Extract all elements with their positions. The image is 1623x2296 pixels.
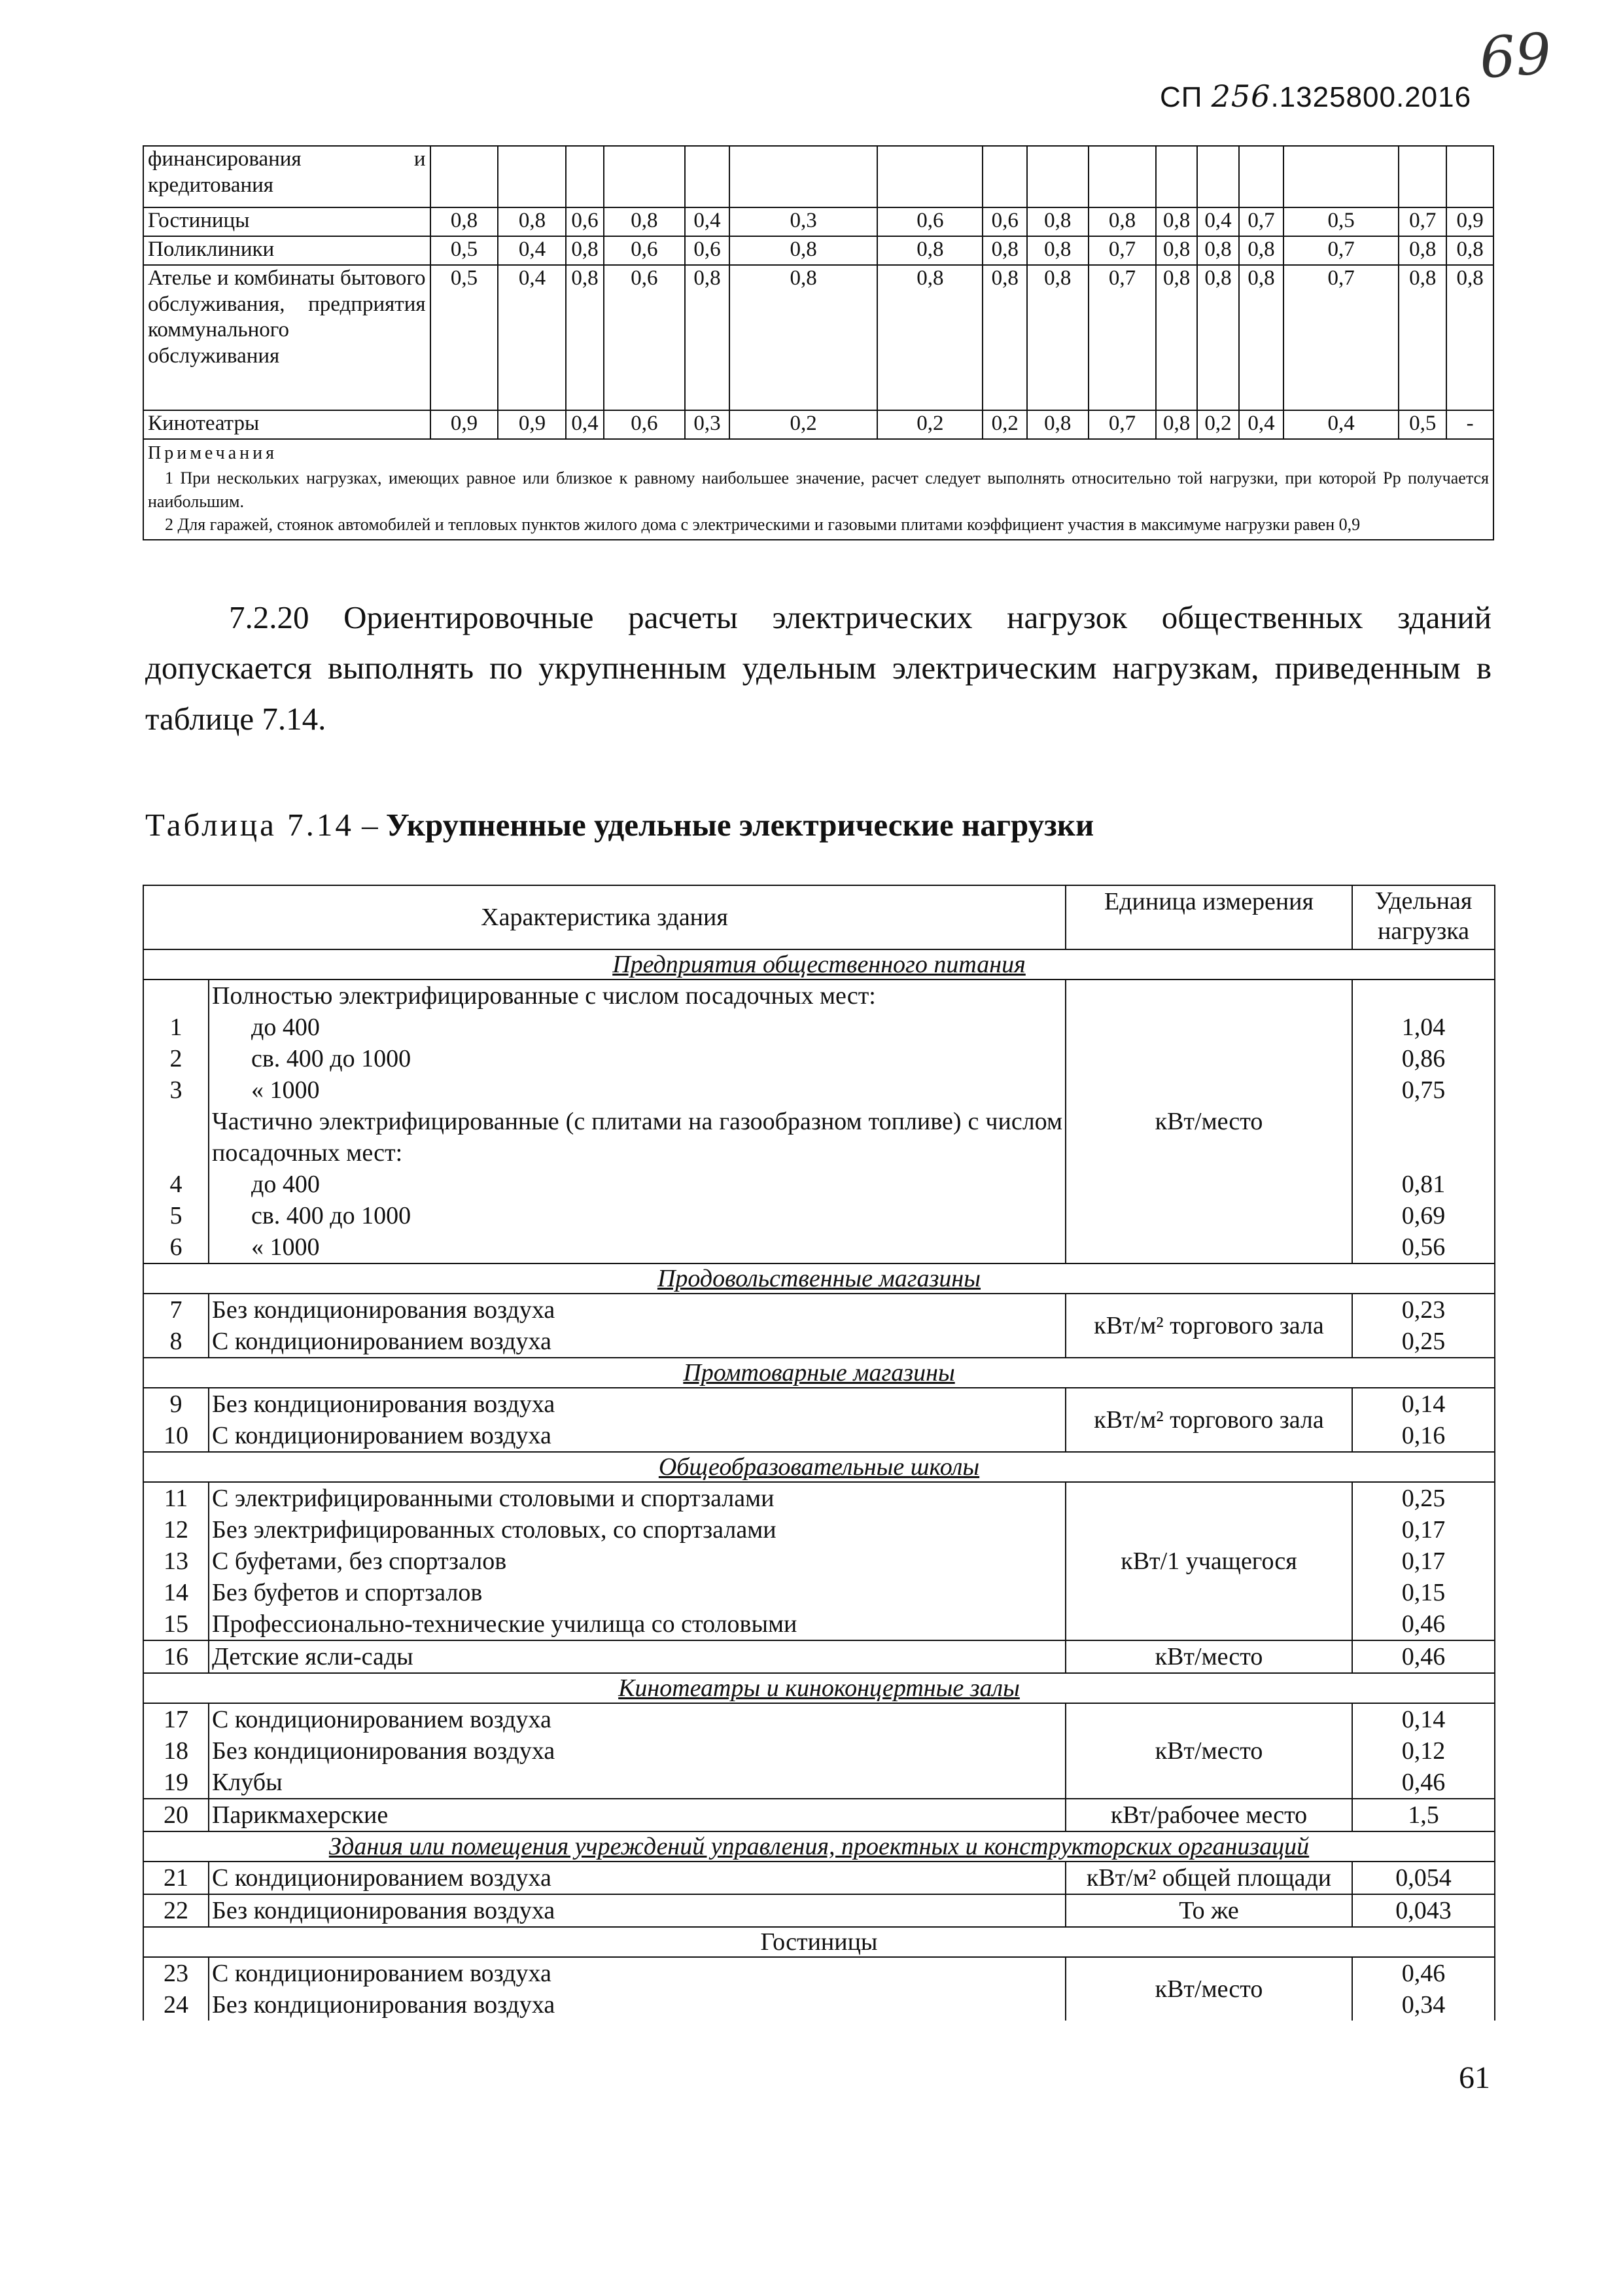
coefficient-cell: 0,5 [430, 265, 498, 410]
load-value: 0,12 [1401, 1737, 1446, 1765]
table-row [143, 1799, 1495, 1831]
coefficient-cell: 0,6 [877, 207, 983, 236]
table-caption-dash: – [353, 807, 386, 843]
load-value: 0,56 [1401, 1233, 1446, 1261]
coefficient-cell: 0,2 [877, 410, 983, 439]
coefficient-cell [877, 146, 983, 207]
coefficient-cell: 0,8 [1027, 265, 1089, 410]
coefficient-cell: 0,4 [498, 265, 566, 410]
load-value: 0,17 [1401, 1547, 1446, 1575]
row-label: « 1000 [251, 1076, 320, 1104]
coefficient-cell: 0,8 [566, 265, 603, 410]
coefficient-cell: 0,7 [1399, 207, 1446, 236]
coefficient-cell: 0,9 [498, 410, 566, 439]
row-label: С кондиционированием воздуха [212, 1328, 551, 1355]
load-value: 0,23 [1401, 1296, 1446, 1324]
value-cell [1352, 1703, 1495, 1799]
row-numbers [143, 980, 209, 1263]
section-row [143, 1673, 1495, 1703]
row-label: С электрифицированными столовыми и спортзалами [212, 1485, 775, 1512]
coefficient-cell: 0,8 [983, 265, 1027, 410]
coefficient-cell: 0,8 [1027, 410, 1089, 439]
load-value: 0,25 [1401, 1328, 1446, 1355]
building-type-cell: Ателье и комбинаты бытового обслуживания, предприятия коммунального обслуживания [143, 265, 430, 410]
section-row [143, 1263, 1495, 1294]
section-row [143, 1452, 1495, 1482]
coefficient-cell: 0,3 [685, 410, 729, 439]
group-label: Частично электрифицированные (с плитами на газообразном топливе) с числом посадочных мест: [212, 1108, 1062, 1167]
load-value: 0,15 [1401, 1579, 1446, 1606]
row-number: 24 [164, 1991, 188, 2019]
coefficient-cell: 0,8 [430, 207, 498, 236]
unit-cell: кВт/1 учащегося [1066, 1482, 1352, 1640]
row-number: 2 [169, 1045, 183, 1072]
coefficient-cell: 0,8 [1239, 236, 1283, 265]
table-row [143, 1388, 1495, 1452]
row-label: до 400 [251, 1014, 320, 1041]
coefficient-cell [430, 146, 498, 207]
row-label: С кондиционированием воздуха [212, 1706, 551, 1733]
section-offices: Здания или помещения учреждений управления, проектных и конструкторских организаций [143, 1831, 1495, 1862]
unit-cell: кВт/рабочее место [1066, 1799, 1352, 1831]
header-row [143, 885, 1495, 949]
load-value: 0,14 [1401, 1390, 1446, 1418]
value-cell [1352, 1957, 1495, 2021]
row-label: С кондиционированием воздуха [212, 1960, 551, 1987]
row-number: 5 [169, 1202, 183, 1229]
coefficient-cell: 0,8 [1446, 265, 1493, 410]
table-row [143, 980, 1495, 1263]
row-labels [209, 1294, 1066, 1358]
load-value: 0,17 [1401, 1516, 1446, 1544]
load-value: 1,5 [1352, 1799, 1495, 1831]
coefficient-cell: 0,5 [430, 236, 498, 265]
notes-title: Примечания [148, 443, 278, 463]
coefficient-cell: 0,7 [1089, 410, 1157, 439]
row-number: 18 [164, 1737, 188, 1765]
coefficient-cell: 0,7 [1089, 265, 1157, 410]
table-row [143, 1703, 1495, 1799]
row-numbers [143, 1957, 209, 2021]
header-unit: Единица измерения [1066, 885, 1352, 949]
row-number: 19 [164, 1769, 188, 1796]
load-value: 0,34 [1401, 1991, 1446, 2019]
coefficient-cell: 0,8 [1239, 265, 1283, 410]
document-code-prefix: СП [1160, 81, 1212, 113]
unit-cell: кВт/м² торгового зала [1066, 1294, 1352, 1358]
row-number: 16 [143, 1640, 209, 1673]
participation-coefficient-table [143, 145, 1494, 540]
building-type-cell: финансирования и кредитования [143, 146, 430, 207]
row-label: Без кондиционирования воздуха [212, 1390, 555, 1418]
row-number: 4 [169, 1171, 183, 1198]
section-cinemas: Кинотеатры и киноконцертные залы [143, 1673, 1495, 1703]
coefficient-cell: 0,6 [604, 265, 686, 410]
coefficient-cell [1283, 146, 1399, 207]
coefficient-cell: 0,8 [604, 207, 686, 236]
row-number: 17 [164, 1706, 188, 1733]
coefficient-cell: 0,6 [983, 207, 1027, 236]
row-number: 7 [169, 1296, 183, 1324]
section-row [143, 949, 1495, 980]
coefficient-cell: 0,8 [566, 236, 603, 265]
row-label: Без кондиционирования воздуха [212, 1737, 555, 1765]
load-value: 1,04 [1401, 1014, 1446, 1041]
coefficient-cell: 0,4 [1239, 410, 1283, 439]
coefficient-cell: 0,8 [1027, 207, 1089, 236]
section-row [143, 1831, 1495, 1862]
coefficient-cell: 0,5 [1399, 410, 1446, 439]
coefficient-cell [685, 146, 729, 207]
value-cell [1352, 1388, 1495, 1452]
unit-cell: кВт/место [1066, 1957, 1352, 2021]
row-number: 13 [164, 1547, 188, 1575]
row-label: Детские ясли-сады [209, 1640, 1066, 1673]
coefficient-cell [566, 146, 603, 207]
coefficient-cell: 0,8 [983, 236, 1027, 265]
coefficient-cell: 0,8 [877, 236, 983, 265]
row-labels [209, 1703, 1066, 1799]
unit-cell: кВт/место [1066, 1703, 1352, 1799]
handwritten-page-number: 69 [1477, 21, 1554, 92]
note-1: 1 При нескольких нагрузках, имеющих равное или близкое к равному наибольшее значение, расчет следует выполнять относительно той нагрузки, при которой Pр получается наибольшим. [148, 468, 1489, 511]
coefficient-cell [1399, 146, 1446, 207]
document-code-handwritten: 256 [1211, 79, 1271, 114]
table-row [143, 146, 1493, 207]
coefficient-cell: 0,5 [1283, 207, 1399, 236]
load-value: 0,25 [1401, 1485, 1446, 1512]
coefficient-cell: 0,2 [1197, 410, 1239, 439]
building-type-cell: Гостиницы [143, 207, 430, 236]
load-value: 0,16 [1401, 1422, 1446, 1449]
row-labels [209, 1957, 1066, 2021]
unit-cell: То же [1066, 1894, 1352, 1927]
row-numbers [143, 1388, 209, 1452]
coefficient-cell: 0,4 [1283, 410, 1399, 439]
row-label: до 400 [251, 1171, 320, 1198]
notes-cell [143, 439, 1493, 540]
table-row [143, 410, 1493, 439]
table-caption-title: Укрупненные удельные электрические нагрузки [385, 807, 1094, 843]
row-labels [209, 980, 1066, 1263]
note-2: 2 Для гаражей, стоянок автомобилей и тепловых пунктов жилого дома с электрическими и газовыми плитами коэффициент участия в максимуме нагрузки равен 0,9 [165, 515, 1361, 535]
coefficient-cell: 0,7 [1089, 236, 1157, 265]
load-value: 0,46 [1401, 1610, 1446, 1638]
row-number: 11 [164, 1485, 188, 1512]
coefficient-cell: 0,9 [430, 410, 498, 439]
coefficient-cell [1239, 146, 1283, 207]
table-caption-number: Таблица 7.14 [145, 807, 354, 843]
coefficient-cell: 0,6 [685, 236, 729, 265]
table-caption [145, 806, 1094, 843]
row-label: Без кондиционирования воздуха [212, 1991, 555, 2019]
unit-cell: кВт/м² торгового зала [1066, 1388, 1352, 1452]
coefficient-cell [1027, 146, 1089, 207]
row-number: 23 [164, 1960, 188, 1987]
section-hotels: Гостиницы [143, 1927, 1495, 1957]
row-numbers [143, 1703, 209, 1799]
row-label: С буфетами, без спортзалов [212, 1547, 507, 1575]
load-value: 0,46 [1401, 1960, 1446, 1987]
row-label: Профессионально-технические училища со столовыми [212, 1610, 797, 1638]
row-labels [209, 1388, 1066, 1452]
row-label: Клубы [212, 1769, 283, 1796]
coefficient-cell: 0,6 [604, 236, 686, 265]
coefficient-cell: 0,8 [1089, 207, 1157, 236]
section-goods-stores: Промтоварные магазины [143, 1358, 1495, 1388]
row-number: 3 [169, 1076, 183, 1104]
coefficient-cell: 0,8 [1446, 236, 1493, 265]
load-value: 0,054 [1352, 1862, 1495, 1894]
row-number: 8 [169, 1328, 183, 1355]
table-row [143, 1482, 1495, 1640]
coefficient-cell [729, 146, 878, 207]
coefficient-cell [498, 146, 566, 207]
row-label: Без кондиционирования воздуха [209, 1894, 1066, 1927]
coefficient-cell: 0,6 [604, 410, 686, 439]
row-number: 21 [143, 1862, 209, 1894]
coefficient-cell: 0,8 [1399, 236, 1446, 265]
row-labels [209, 1482, 1066, 1640]
coefficient-cell: 0,4 [1197, 207, 1239, 236]
unit-cell: кВт/место [1066, 980, 1352, 1263]
header-load: Удельная нагрузка [1352, 885, 1495, 949]
row-number: 14 [164, 1579, 188, 1606]
coefficient-cell: - [1446, 410, 1493, 439]
table-row [143, 1894, 1495, 1927]
coefficient-cell: 0,8 [1156, 410, 1196, 439]
notes-row [143, 439, 1493, 540]
row-number: 12 [164, 1516, 188, 1544]
coefficient-cell: 0,6 [566, 207, 603, 236]
specific-loads-table [143, 885, 1495, 2021]
table-row [143, 207, 1493, 236]
load-value: 0,043 [1352, 1894, 1495, 1927]
section-catering: Предприятия общественного питания [143, 949, 1495, 980]
table-row [143, 1862, 1495, 1894]
coefficient-cell: 0,8 [1156, 265, 1196, 410]
value-cell [1352, 980, 1495, 1263]
row-label: Без электрифицированных столовых, со спортзалами [212, 1516, 777, 1544]
coefficient-cell: 0,9 [1446, 207, 1493, 236]
coefficient-cell: 0,7 [1239, 207, 1283, 236]
table-row [143, 1294, 1495, 1358]
coefficient-cell: 0,4 [566, 410, 603, 439]
coefficient-cell: 0,2 [729, 410, 878, 439]
load-value: 0,14 [1401, 1706, 1446, 1733]
row-number: 6 [169, 1233, 183, 1261]
section-row [143, 1927, 1495, 1957]
coefficient-cell [1446, 146, 1493, 207]
group-label: Полностью электрифицированные с числом посадочных мест: [212, 982, 876, 1010]
coefficient-cell: 0,8 [1197, 236, 1239, 265]
row-label: Без кондиционирования воздуха [212, 1296, 555, 1324]
coefficient-cell: 0,8 [685, 265, 729, 410]
coefficient-cell [604, 146, 686, 207]
section-paragraph [145, 592, 1492, 744]
coefficient-cell: 0,8 [877, 265, 983, 410]
row-number: 9 [169, 1390, 183, 1418]
row-label: св. 400 до 1000 [251, 1202, 411, 1229]
unit-cell: кВт/место [1066, 1640, 1352, 1673]
coefficient-cell: 0,8 [1156, 236, 1196, 265]
row-number: 20 [143, 1799, 209, 1831]
section-schools: Общеобразовательные школы [143, 1452, 1495, 1482]
coefficient-cell: 0,4 [498, 236, 566, 265]
paragraph-7-2-20: 7.2.20 Ориентировочные расчеты электрических нагрузок общественных зданий допускается выполнять по укрупненным удельным электрическим нагрузкам, приведенным в таблице 7.14. [145, 599, 1492, 737]
document-code-suffix: .1325800.2016 [1270, 81, 1472, 113]
building-type-cell: Поликлиники [143, 236, 430, 265]
row-numbers [143, 1294, 209, 1358]
row-number: 1 [169, 1014, 183, 1041]
row-number: 15 [164, 1610, 188, 1638]
row-label: С кондиционированием воздуха [209, 1862, 1066, 1894]
coefficient-cell: 0,7 [1283, 236, 1399, 265]
coefficient-cell: 0,7 [1283, 265, 1399, 410]
load-value: 0,86 [1401, 1045, 1446, 1072]
table-row [143, 236, 1493, 265]
page-number: 61 [1459, 2060, 1490, 2095]
header-characteristic: Характеристика здания [143, 885, 1066, 949]
coefficient-cell: 0,8 [1399, 265, 1446, 410]
coefficient-cell: 0,4 [685, 207, 729, 236]
load-value: 0,69 [1401, 1202, 1446, 1229]
document-code [1160, 79, 1471, 114]
coefficient-cell [1089, 146, 1157, 207]
row-label: Парикмахерские [209, 1799, 1066, 1831]
coefficient-cell: 0,8 [1156, 207, 1196, 236]
table-row [143, 265, 1493, 410]
unit-cell: кВт/м² общей площади [1066, 1862, 1352, 1894]
coefficient-cell: 0,8 [1197, 265, 1239, 410]
table-row [143, 1640, 1495, 1673]
row-label: Без буфетов и спортзалов [212, 1579, 483, 1606]
row-label: « 1000 [251, 1233, 320, 1261]
building-type-cell: Кинотеатры [143, 410, 430, 439]
coefficient-cell [983, 146, 1027, 207]
row-number: 10 [164, 1422, 188, 1449]
section-food-stores: Продовольственные магазины [143, 1263, 1495, 1294]
coefficient-cell [1156, 146, 1196, 207]
row-numbers [143, 1482, 209, 1640]
coefficient-cell: 0,8 [498, 207, 566, 236]
row-label: С кондиционированием воздуха [212, 1422, 551, 1449]
value-cell [1352, 1482, 1495, 1640]
load-value: 0,75 [1401, 1076, 1446, 1104]
row-label: св. 400 до 1000 [251, 1045, 411, 1072]
coefficient-cell [1197, 146, 1239, 207]
table-row [143, 1957, 1495, 2021]
load-value: 0,81 [1401, 1171, 1446, 1198]
load-value: 0,46 [1352, 1640, 1495, 1673]
coefficient-cell: 0,3 [729, 207, 878, 236]
row-number: 22 [143, 1894, 209, 1927]
value-cell [1352, 1294, 1495, 1358]
section-row [143, 1358, 1495, 1388]
coefficient-cell: 0,8 [729, 236, 878, 265]
coefficient-cell: 0,8 [1027, 236, 1089, 265]
load-value: 0,46 [1401, 1769, 1446, 1796]
coefficient-cell: 0,2 [983, 410, 1027, 439]
coefficient-cell: 0,8 [729, 265, 878, 410]
